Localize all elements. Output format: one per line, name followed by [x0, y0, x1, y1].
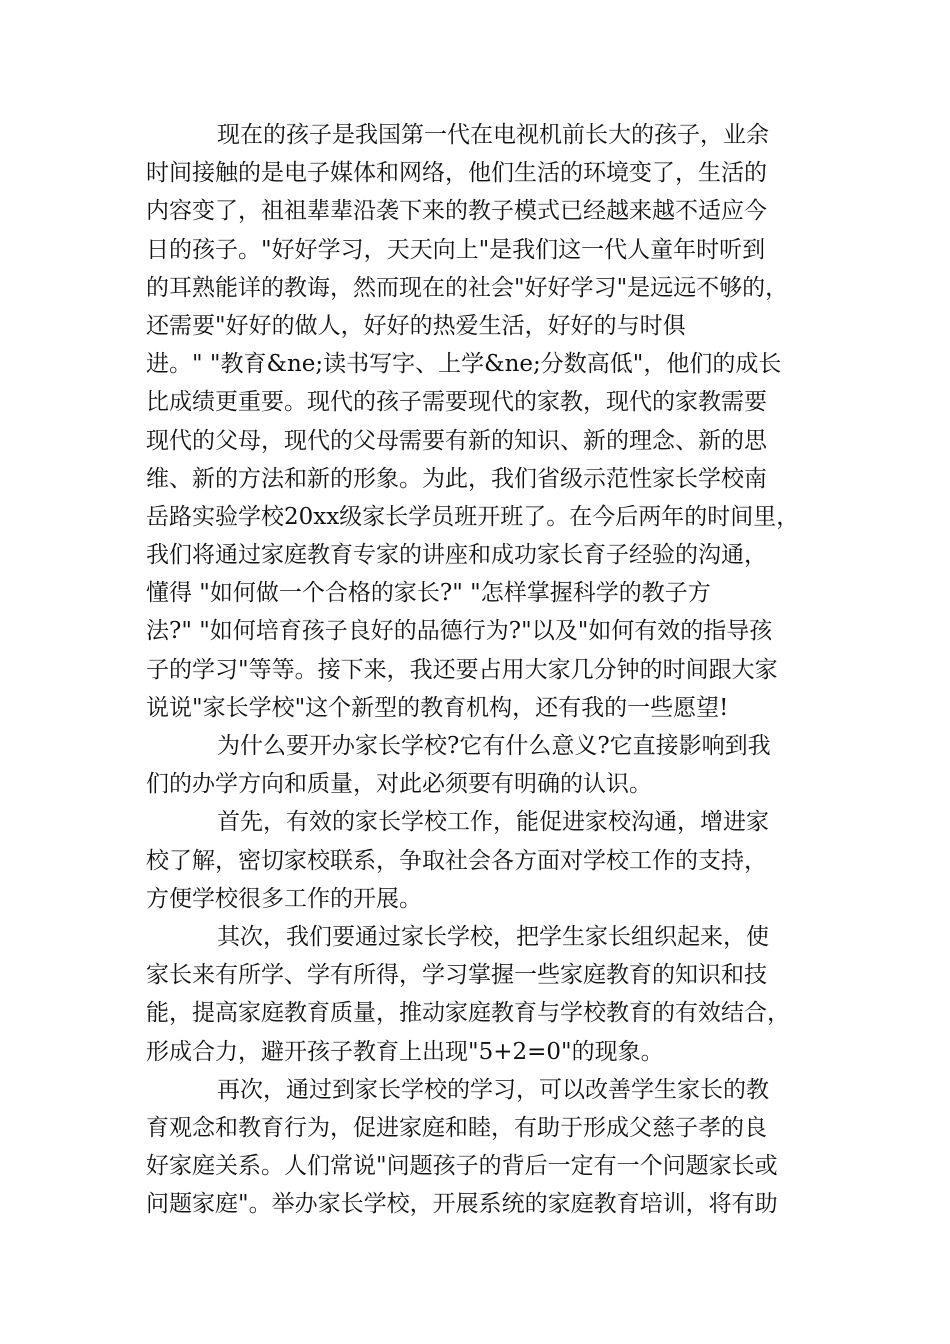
text-line: 法?" "如何培育孩子良好的品德行为?"以及"如何有效的指导孩	[146, 618, 773, 645]
text-line: 我们将通过家庭教育专家的讲座和成功家长育子经验的沟通，	[146, 542, 767, 569]
text-line: 说说"家长学校"这个新型的教育机构，还有我的一些愿望!	[146, 694, 729, 721]
text-line: 进。" "教育&ne;读书写字、上学&ne;分数高低"，他们的成长	[146, 351, 782, 378]
text-line: 内容变了，祖祖辈辈沿袭下来的教子模式已经越来越不适应今	[146, 198, 767, 225]
text-line: 时间接触的是电子媒体和网络，他们生活的环境变了，生活的	[146, 160, 767, 187]
text-line: 好家庭关系。人们常说"问题孩子的背后一定有一个问题家长或	[146, 1153, 778, 1180]
text-line: 能，提高家庭教育质量，推动家庭教育与学校教育的有效结合，	[146, 1000, 790, 1027]
text-line: 再次，通过到家长学校的学习，可以改善学生家长的教	[217, 1076, 769, 1103]
text-line: 的耳熟能详的教诲，然而现在的社会"好好学习"是远远不够的，	[146, 274, 789, 301]
text-line: 还需要"好好的做人，好好的热爱生活，好好的与时俱	[146, 312, 686, 339]
text-line: 校了解，密切家校联系，争取社会各方面对学校工作的支持，	[146, 847, 767, 874]
text-line: 日的孩子。"好好学习，天天向上"是我们这一代人童年时听到	[146, 236, 766, 263]
text-line: 首先，有效的家长学校工作，能促进家校沟通，增进家	[217, 809, 769, 836]
text-line: 现在的孩子是我国第一代在电视机前长大的孩子，业余	[217, 122, 769, 148]
text-line: 方便学校很多工作的开展。	[146, 885, 422, 912]
text-line: 维、新的方法和新的形象。为此，我们省级示范性家长学校南	[146, 465, 767, 492]
text-line: 懂得 "如何做一个合格的家长?" "怎样掌握科学的教子方	[146, 580, 711, 607]
text-line: 形成合力，避开孩子教育上出现"5+2=0"的现象。	[146, 1038, 664, 1065]
text-line: 其次，我们要通过家长学校，把学生家长组织起来，使	[217, 923, 769, 950]
text-line: 子的学习"等等。接下来，我还要占用大家几分钟的时间跟大家	[146, 656, 778, 683]
text-line: 育观念和教育行为，促进家庭和睦，有助于形成父慈子孝的良	[146, 1114, 767, 1141]
text-line: 们的办学方向和质量，对此必须要有明确的认识。	[146, 771, 652, 798]
text-line: 岳路实验学校20xx级家长学员班开班了。在今后两年的时间里，	[146, 503, 800, 530]
text-line: 为什么要开办家长学校?它有什么意义?它直接影响到我	[217, 733, 771, 759]
text-line: 问题家庭"。举办家长学校，开展系统的家庭教育培训，将有助	[146, 1191, 778, 1218]
text-line: 现代的父母，现代的父母需要有新的知识、新的理念、新的思	[146, 427, 767, 454]
text-line: 比成绩更重要。现代的孩子需要现代的家教，现代的家教需要	[146, 389, 767, 416]
document-body	[146, 116, 816, 1223]
text-line: 家长来有所学、学有所得，学习掌握一些家庭教育的知识和技	[146, 962, 767, 989]
